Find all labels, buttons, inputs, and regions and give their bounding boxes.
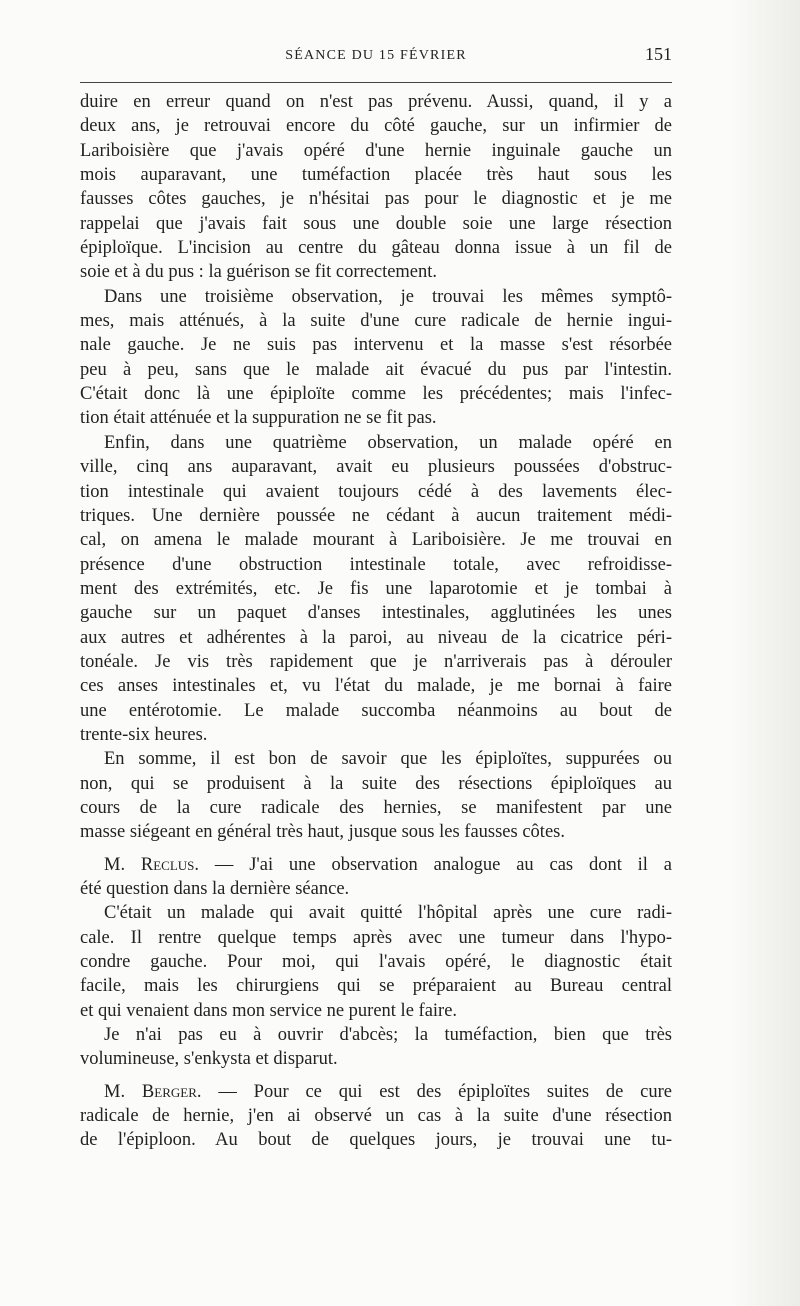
text-line: et qui venaient dans mon service ne purent le faire. — [80, 1000, 458, 1021]
text-line: aux autres et adhérentes à la paroi, au niveau de la cicatrice péri- — [80, 627, 672, 648]
text-line: volumineuse, s'enkysta et disparut. — [80, 1049, 338, 1070]
text-line: peu à peu, sans que le malade ait évacué du pus par l'intestin. — [80, 359, 672, 380]
text-line: nale gauche. Je ne suis pas intervenu et la masse s'est résorbée — [80, 335, 672, 356]
page-number: 151 — [645, 44, 672, 64]
text-line: non, qui se produisent à la suite des résections épiploïques au — [80, 773, 672, 794]
text-line: épiploïque. L'incision au centre du gâteau donna issue à un fil de — [80, 238, 672, 259]
text-line: tonéale. Je vis très rapidement que je n'arriverais pas à dérouler — [80, 651, 672, 672]
paragraph-gap — [80, 845, 672, 853]
speaker-name: M. Reclus. — [104, 854, 200, 875]
text-line: cours de la cure radicale des hernies, se manifestent par une — [80, 797, 672, 818]
body-text — [80, 90, 672, 1153]
text-line: Enfin, dans une quatrième observation, un malade opéré en — [104, 432, 672, 453]
text-line: ment des extrémités, etc. Je fis une laparotomie et je tombai à — [80, 578, 672, 599]
text-line: cal, on amena le malade mourant à Lariboisière. Je me trouvai en — [80, 530, 672, 551]
text-line: mois auparavant, une tuméfaction placée très haut sous les — [80, 165, 672, 186]
text-line: tion était atténuée et la suppuration ne se fit pas. — [80, 408, 437, 429]
text-line: présence d'une obstruction intestinale totale, avec refroidisse- — [80, 554, 672, 575]
text-line: C'était donc là une épiploïte comme les précédentes; mais l'infec- — [80, 384, 672, 405]
text-line: En somme, il est bon de savoir que les épiploïtes, suppurées ou — [104, 749, 672, 770]
text-line: ville, cinq ans auparavant, avait eu plusieurs poussées d'obstruc- — [80, 457, 672, 478]
speaker-remark: — J'ai une observation analogue au cas dont il a — [199, 854, 672, 875]
text-line: Dans une troisième observation, je trouvai les mêmes symptô- — [104, 286, 672, 307]
text-line: triques. Une dernière poussée ne cédant à aucun traitement médi- — [80, 505, 672, 526]
text-line: une entérotomie. Le malade succomba néanmoins au bout de — [80, 700, 672, 721]
text-line: deux ans, je retrouvai encore du côté gauche, sur un infirmier de — [80, 116, 672, 137]
text-line: masse siégeant en général très haut, jusque sous les fausses côtes. — [80, 822, 565, 843]
text-line: duire en erreur quand on n'est pas prévenu. Aussi, quand, il y a — [80, 92, 672, 112]
speaker-name: M. Berger. — [104, 1081, 202, 1102]
text-line: C'était un malade qui avait quitté l'hôpital après une cure radi- — [104, 903, 672, 924]
text-line: gauche sur un paquet d'anses intestinales, agglutinées les unes — [80, 603, 672, 624]
text-line: ces anses intestinales et, vu l'état du malade, je me bornai à faire — [80, 676, 672, 697]
text-line — [80, 853, 672, 877]
text-line: été question dans la dernière séance. — [80, 879, 350, 899]
text-line: rappelai que j'avais fait sous une double soie une large résection — [80, 213, 672, 234]
text-line: trente-six heures. — [80, 724, 208, 745]
paragraph-gap — [80, 1072, 672, 1080]
text-line: radicale de hernie, j'en ai observé un cas à la suite d'une résection — [80, 1106, 672, 1127]
text-line: soie et à du pus : la guérison se fit correctement. — [80, 262, 438, 283]
text-line: de l'épiploon. Au bout de quelques jours, je trouvai une tu- — [80, 1130, 672, 1151]
text-line: mes, mais atténués, à la suite d'une cure radicale de hernie ingui- — [80, 311, 672, 332]
text-line — [80, 1080, 672, 1104]
text-line: fausses côtes gauches, je n'hésitai pas pour le diagnostic et je me — [80, 189, 672, 210]
text-line: cale. Il rentre quelque temps après avec une tumeur dans l'hypo- — [80, 927, 672, 948]
text-line: condre gauche. Pour moi, qui l'avais opéré, le diagnostic était — [80, 952, 672, 973]
text-line: tion intestinale qui avaient toujours cédé à des lavements élec- — [80, 481, 672, 502]
page-header — [80, 44, 672, 74]
header-rule — [80, 82, 672, 83]
page-edge-shading — [730, 0, 800, 1306]
speaker-remark: — Pour ce qui est des épiploïtes suites de cure — [201, 1081, 672, 1102]
text-line: Je n'ai pas eu à ouvrir d'abcès; la tuméfaction, bien que très — [104, 1025, 672, 1046]
text-line: Lariboisière que j'avais opéré d'une hernie inguinale gauche un — [80, 140, 672, 161]
running-head: SÉANCE DU 15 FÉVRIER — [285, 48, 467, 63]
text-line: facile, mais les chirurgiens qui se préparaient au Bureau central — [80, 976, 672, 997]
